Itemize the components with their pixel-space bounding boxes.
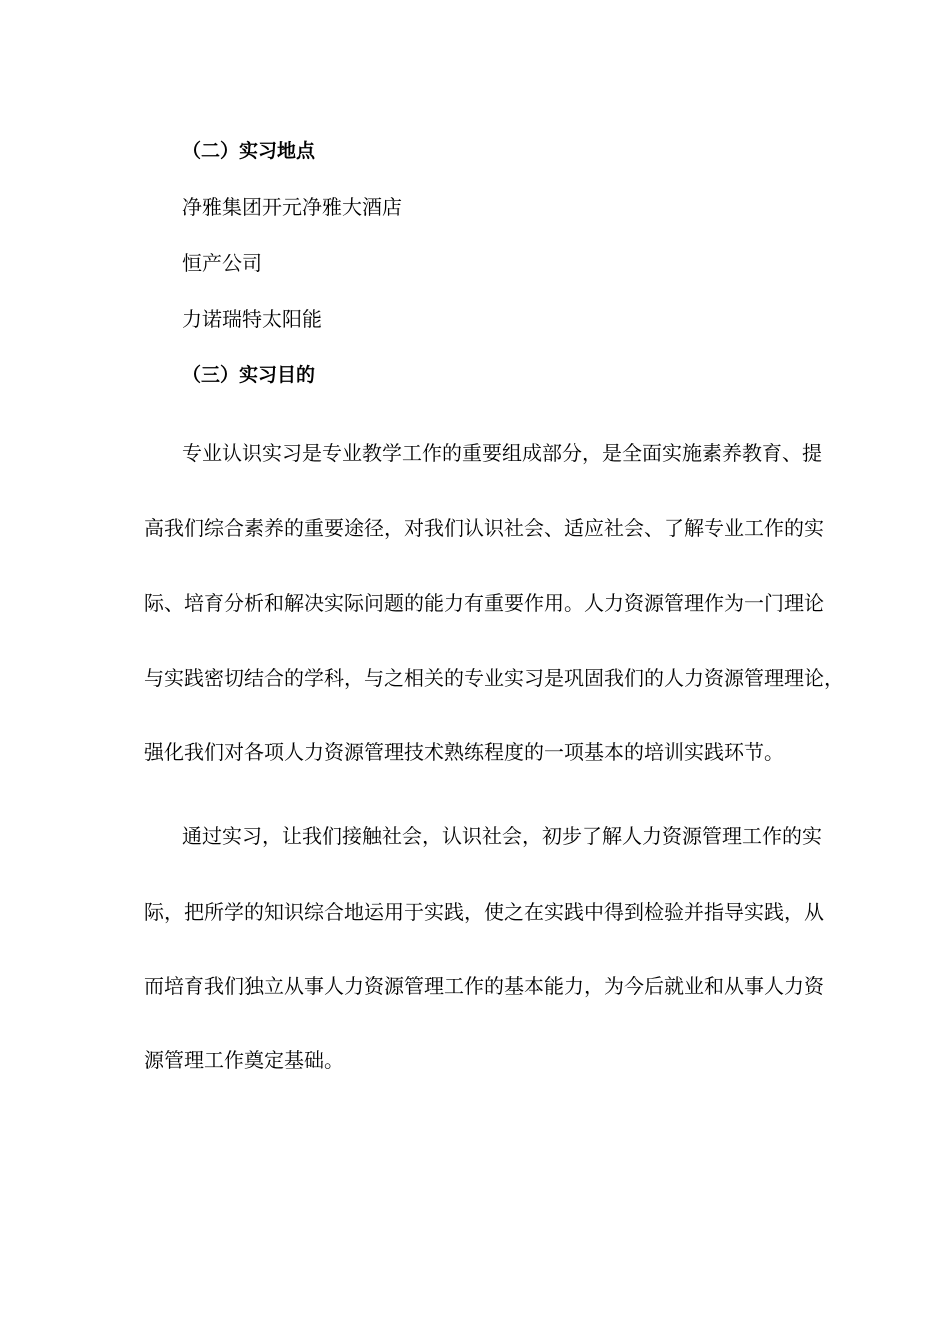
- location-item: 净雅集团开元净雅大酒店: [182, 195, 402, 219]
- paragraph-line: 高我们综合素养的重要途径，对我们认识社会、适应社会、了解专业工作的实: [144, 516, 824, 540]
- paragraph-line: 而培育我们独立从事人力资源管理工作的基本能力，为今后就业和从事人力资: [144, 974, 824, 998]
- location-item: 恒产公司: [182, 251, 262, 275]
- section-heading-purpose: （三）实习目的: [182, 364, 316, 386]
- section-heading-location: （二）实习地点: [182, 140, 316, 162]
- paragraph-line: 与实践密切结合的学科，与之相关的专业实习是巩固我们的人力资源管理理论，: [144, 666, 844, 690]
- paragraph-line: 源管理工作奠定基础。: [144, 1048, 344, 1072]
- location-item: 力诺瑞特太阳能: [182, 307, 322, 331]
- paragraph-line: 通过实习，让我们接触社会，认识社会，初步了解人力资源管理工作的实: [182, 824, 822, 848]
- paragraph-line: 专业认识实习是专业教学工作的重要组成部分，是全面实施素养教育、提: [182, 441, 822, 465]
- paragraph-line: 际、培育分析和解决实际问题的能力有重要作用。人力资源管理作为一门理论: [144, 591, 824, 615]
- paragraph-line: 际，把所学的知识综合地运用于实践，使之在实践中得到检验并指导实践，从: [144, 900, 824, 924]
- paragraph-line: 强化我们对各项人力资源管理技术熟练程度的一项基本的培训实践环节。: [144, 740, 784, 764]
